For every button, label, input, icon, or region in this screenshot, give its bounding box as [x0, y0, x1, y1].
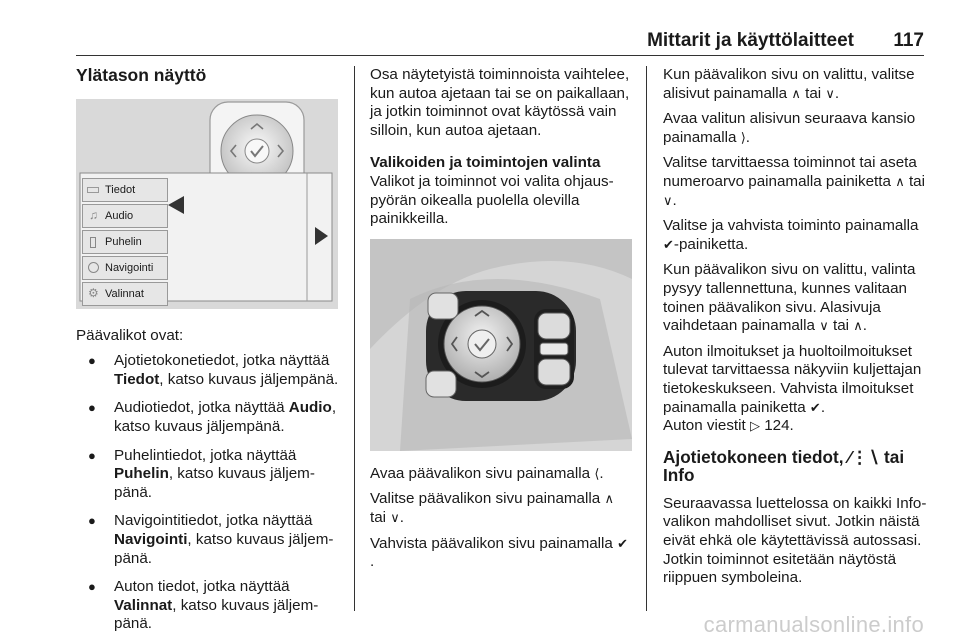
- music-note-icon: ♫: [89, 207, 98, 222]
- section-heading: Ajotietokoneen tiedot, ⁄⋮∖ tai Info: [663, 446, 905, 486]
- column-divider: [354, 66, 355, 611]
- chevron-down-icon: ∨: [390, 509, 400, 525]
- paragraph: Kun päävalikon sivu on valittu, valitse alisivut painamalla ∧ tai ∨.: [663, 66, 915, 102]
- paragraph: Valikot ja toiminnot voi valita ohjauspyörän oikealla puolella olevilla painikkeilla.: [370, 172, 614, 228]
- page-header: [76, 30, 924, 56]
- checkmark-icon: ✔: [809, 399, 821, 415]
- column-3: [663, 66, 927, 595]
- menu-item-label: Valinnat: [105, 287, 144, 300]
- steering-wheel-controls-illustration: [370, 239, 632, 451]
- subheading: Valikoiden ja toimintojen valinta: [370, 154, 601, 172]
- menu-item-label: Audio: [105, 209, 134, 222]
- section-title: Ylätason näyttö: [76, 65, 207, 85]
- column-divider: [646, 66, 647, 611]
- menu-item-label: Puhelin: [105, 235, 142, 248]
- paragraph: Valitse tarvittaessa toiminnot tai aseta numeroarvo painamalla painiketta ∧ tai ∨.: [663, 154, 925, 209]
- watermark: carmanualsonline.info: [703, 612, 924, 637]
- chevron-down-icon: ∨: [663, 192, 673, 208]
- column-1: [76, 66, 342, 642]
- chevron-left-icon: ⟨: [594, 465, 600, 481]
- navigation-icon: [88, 262, 99, 273]
- paragraph: Osa näytetyistä toiminnoista vaihtelee, kun autoa ajetaan tai se on paikallaan, ja jotkin toiminnot ovat käytössä vain silloin, kun autoa ajetaan.: [370, 66, 630, 139]
- main-menu-figure: [76, 99, 338, 309]
- menu-item-label: Navigointi: [105, 261, 154, 274]
- paragraph: Avaa päävalikon sivu painamalla ⟨.: [370, 464, 604, 482]
- menu-item-puhelin[interactable]: [82, 230, 168, 254]
- list-item: ● Auton tiedot, jotka näyttää Valinnat, katso kuvaus jäljempänä.: [76, 578, 342, 634]
- paragraph: Valitse ja vahvista toiminto painamalla ✔-painiketta.: [663, 217, 919, 253]
- menu-item-tiedot[interactable]: [82, 178, 168, 202]
- paragraph: Auton viestit ▷ 124.: [663, 417, 794, 435]
- paragraph: Seuraavassa luettelossa on kaikki Info-valikon mahdolliset sivut. Jotkin näistä eivät ehkä ole käytettävissä autossasi. Jotkin toiminnot esitetään näytöstä riippuen symboleina.: [663, 494, 927, 587]
- paragraph: Avaa valitun alisivun seuraava kansio painamalla ⟩.: [663, 110, 916, 146]
- header-title: Mittarit ja käyttölaitteet: [647, 30, 854, 51]
- info-icon: [87, 187, 99, 193]
- paragraph: Vahvista päävalikon sivu painamalla ✔.: [370, 534, 628, 571]
- phone-icon: [90, 237, 96, 248]
- paragraph: Auton ilmoitukset ja huoltoilmoitukset tulevat tarvittaessa näkyviin kuljettajan tietokeskukseen. Vahvista ilmoitukset painamalla painiketta ✔.: [663, 342, 922, 416]
- menu-item-audio[interactable]: [82, 204, 168, 228]
- chevron-right-icon: ⟩: [740, 129, 746, 145]
- page-number: 117: [893, 30, 924, 51]
- list-item: ● Navigointitiedot, jotka näyttää Navigointi, katso kuvaus jäljempänä.: [76, 512, 342, 568]
- column-2: [370, 66, 632, 579]
- chevron-up-icon: ∧: [604, 491, 614, 507]
- settings-icon: ⚙: [88, 285, 99, 300]
- trip-computer-icon: ⁄⋮∖: [848, 446, 880, 467]
- menu-list: [82, 178, 168, 306]
- paragraph: Valitse päävalikon sivu painamalla ∧ tai ∨.: [370, 490, 614, 526]
- list-item: ● Puhelintiedot, jotka näyttää Puhelin, katso kuvaus jäljempänä.: [76, 447, 342, 503]
- list-item: ● Audiotiedot, jotka näyttää Audio, katso kuvaus jäljempänä.: [76, 399, 342, 436]
- steering-wheel-figure: [370, 239, 632, 451]
- paragraph: Kun päävalikon sivu on valittu, valinta pysyy tallennettuna, kunnes valitaan toinen päävalikon sivu. Alasivuja vaihdetaan painamalla ∨ tai ∧.: [663, 261, 916, 335]
- menu-list-descriptions: [76, 352, 342, 634]
- checkmark-icon: ✔: [617, 535, 628, 551]
- menu-item-label: Tiedot: [105, 183, 136, 196]
- chevron-up-icon: ∧: [791, 85, 801, 101]
- reference-arrow-icon: ▷: [749, 418, 760, 434]
- chevron-up-icon: ∧: [895, 173, 905, 189]
- menu-item-valinnat[interactable]: [82, 282, 168, 306]
- chevron-down-icon: ∨: [819, 318, 829, 334]
- menu-intro: Päävalikot ovat:: [76, 326, 184, 344]
- chevron-up-icon: ∧: [853, 318, 863, 334]
- chevron-down-icon: ∨: [825, 85, 835, 101]
- menu-item-navigointi[interactable]: [82, 256, 168, 280]
- checkmark-icon: ✔: [663, 236, 674, 252]
- list-item: ● Ajotietokonetiedot, jotka näyttää Tiedot, katso kuvaus jäljempänä.: [76, 352, 342, 389]
